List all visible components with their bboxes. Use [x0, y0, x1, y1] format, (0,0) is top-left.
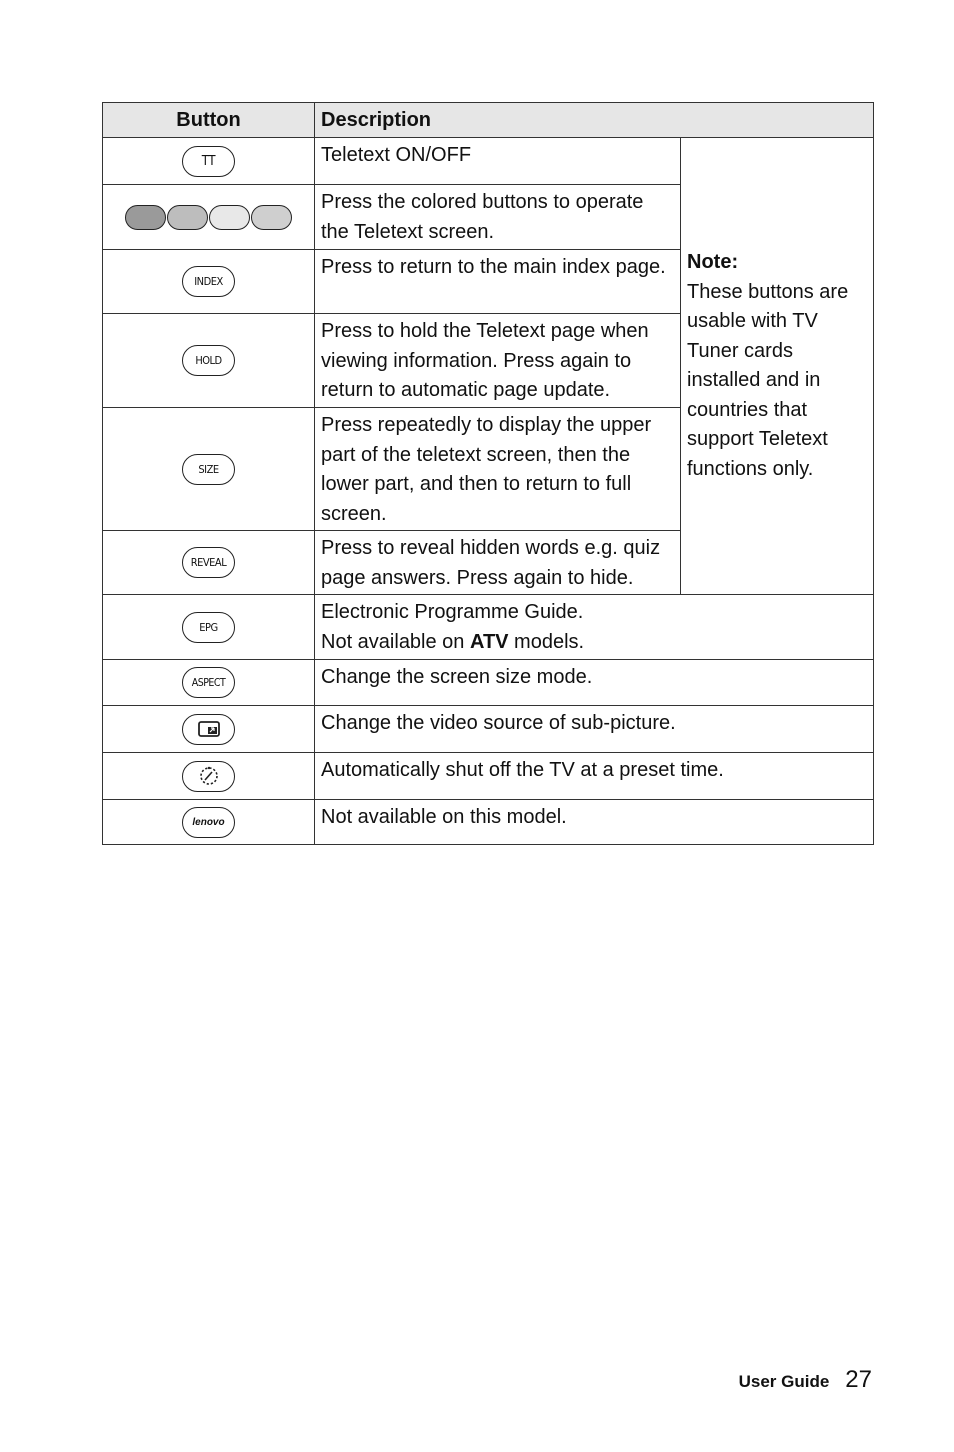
description-cell: Not available on this model. [315, 800, 874, 845]
color-button-4 [251, 205, 292, 230]
table-row [103, 138, 874, 185]
description-cell [315, 595, 874, 660]
description-cell: Automatically shut off the TV at a preset time. [315, 753, 874, 800]
table-row [103, 660, 874, 706]
epg-description-line1: Electronic Programme Guide. [321, 601, 584, 623]
hold-button-icon: HOLD [182, 345, 235, 376]
header-button: Button [103, 103, 315, 138]
note-title: Note: [687, 251, 739, 273]
pip-icon [197, 720, 221, 738]
aspect-button-icon: ASPECT [182, 667, 235, 698]
color-button-3 [209, 205, 250, 230]
sleep-timer-button-icon [182, 761, 235, 792]
color-button-1 [125, 205, 166, 230]
button-cell [103, 753, 315, 800]
button-description-table [102, 102, 874, 845]
table-row [103, 706, 874, 753]
description-cell: Press the colored buttons to operate the Teletext screen. [315, 185, 681, 250]
button-cell [103, 250, 315, 314]
colored-buttons-icon [125, 205, 292, 230]
timer-icon [198, 765, 220, 787]
table-row [103, 800, 874, 845]
button-cell [103, 138, 315, 185]
description-cell: Change the video source of sub-picture. [315, 706, 874, 753]
index-button-icon: INDEX [182, 266, 235, 297]
size-button-icon: SIZE [182, 454, 235, 485]
button-cell [103, 314, 315, 408]
table-header-row [103, 103, 874, 138]
description-cell: Change the screen size mode. [315, 660, 874, 706]
description-cell: Press repeatedly to display the upper part of the teletext screen, then the lower part, and then to return to full screen. [315, 408, 681, 531]
description-cell: Press to reveal hidden words e.g. quiz page answers. Press again to hide. [315, 531, 681, 595]
color-button-2 [167, 205, 208, 230]
epg-button-icon: EPG [182, 612, 235, 643]
tt-button-icon: TT [182, 146, 235, 177]
note-text: These buttons are usable with TV Tuner cards installed and in countries that support Teletext functions only. [687, 280, 849, 480]
sub-picture-button-icon [182, 714, 235, 745]
epg-description-line2 [321, 628, 867, 658]
button-cell [103, 660, 315, 706]
description-cell: Press to return to the main index page. [315, 250, 681, 314]
reveal-button-icon: REVEAL [182, 547, 235, 578]
table-row [103, 595, 874, 660]
button-cell [103, 408, 315, 531]
epg-suffix: models. [508, 630, 585, 653]
lenovo-button-icon: lenovo [182, 807, 235, 838]
header-description: Description [315, 103, 874, 138]
button-cell [103, 531, 315, 595]
page-number: 27 [845, 1366, 872, 1393]
atv-label: ATV [469, 630, 509, 653]
button-cell [103, 800, 315, 845]
epg-prefix: Not available on [321, 630, 470, 653]
description-cell: Teletext ON/OFF [315, 138, 681, 185]
table-row [103, 753, 874, 800]
page-footer [739, 1366, 872, 1394]
description-cell: Press to hold the Teletext page when viewing information. Press again to return to automatic page update. [315, 314, 681, 408]
button-cell [103, 185, 315, 250]
button-cell [103, 706, 315, 753]
button-cell [103, 595, 315, 660]
footer-label: User Guide [738, 1372, 830, 1391]
note-cell [681, 138, 874, 595]
